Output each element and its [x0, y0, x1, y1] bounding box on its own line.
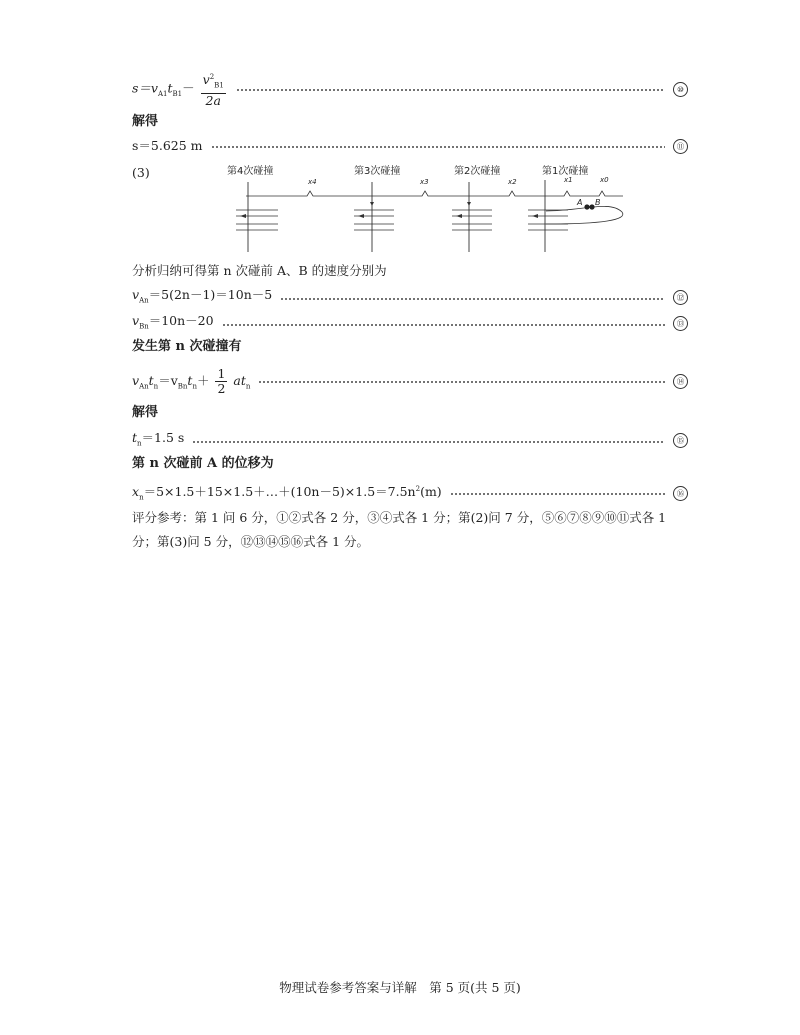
- collision-label-2: 第2次碰撞: [454, 166, 501, 177]
- s-formula: $s=v_{A1}t_{B1}-$ $\frac{v^2_{B1}}{2a}$: [132, 70, 228, 108]
- vAn-line: [132, 287, 688, 309]
- xn-expr: $x_n=5\times 1.5+15\times 1.5+\dots+(10n-5)\times 1.5=7.5n^2(m)$: [132, 484, 442, 502]
- fraction: $\frac{v^2_{B1}}{2a}$: [201, 70, 226, 108]
- fraction: $\frac{1}{2}$: [217, 365, 226, 396]
- analysis-text: 分析归纳可得第 n 次碰前 A、B 的速度分别为: [132, 263, 387, 278]
- leader-dots: [450, 493, 665, 495]
- collision-text: 发生第 n 次碰撞有: [132, 339, 242, 354]
- vBn-line: [132, 313, 688, 335]
- collision-diagram: [132, 160, 688, 260]
- solve-label-2: 解得: [132, 405, 159, 420]
- s-value: s＝5.625 m: [132, 138, 203, 153]
- part3-label: (3): [132, 165, 150, 180]
- xn-line: [132, 481, 688, 506]
- collision-label-1: 第1次碰撞: [542, 166, 589, 177]
- equation-marker: ⑯: [673, 486, 688, 501]
- solve-label: 解得: [132, 114, 159, 129]
- page-footer: 物理试卷参考答案与详解 第 5 页(共 5 页): [279, 980, 521, 995]
- collision-label-4: 第4次碰撞: [227, 166, 274, 177]
- leader-dots: [211, 146, 665, 148]
- x4-label: x4: [308, 178, 317, 186]
- eq14-line: [132, 364, 688, 398]
- tn-expr: $t_n=1.5$ s: [132, 430, 185, 448]
- vAn-expr: $v_{An}=5(2n-1)=10n-5$: [132, 287, 273, 305]
- equation-marker: ⑩: [673, 82, 688, 97]
- x3-label: x3: [420, 178, 429, 186]
- leader-dots: [222, 324, 665, 326]
- leader-dots: [236, 89, 665, 91]
- collision-label-3: 第3次碰撞: [354, 166, 401, 177]
- equation-marker: ⑭: [673, 374, 688, 389]
- s-formula-line: [132, 72, 688, 106]
- loop-path: [546, 206, 623, 224]
- equation-marker: ⑪: [673, 139, 688, 154]
- block-b-label: B: [595, 198, 601, 207]
- equation-marker: ⑬: [673, 316, 688, 331]
- equation-marker: ⑮: [673, 433, 688, 448]
- x2-label: x2: [508, 178, 517, 186]
- leader-dots: [192, 441, 665, 443]
- scoring-reference: 评分参考：第 1 问 6 分，①②式各 2 分，③④式各 1 分；第(2)问 7 分，⑤⑥⑦⑧⑨⑩⑪式各 1 分；第(3)问 5 分，⑫⑬⑭⑮⑯式各 1 分。: [132, 510, 667, 549]
- x0-label: x0: [600, 176, 609, 184]
- block-a: [584, 204, 589, 209]
- equation-marker: ⑫: [673, 290, 688, 305]
- s-value-line: [132, 138, 688, 154]
- leader-dots: [280, 298, 665, 300]
- block-b: [589, 204, 594, 209]
- eq14-expr: $v_{An}t_n=v_{Bn}t_n+$ $\frac{1}{2}$ $at_n$: [132, 365, 251, 396]
- block-a-label: A: [577, 198, 583, 207]
- x1-label: x1: [564, 176, 573, 184]
- track-line: [246, 191, 623, 196]
- leader-dots: [258, 381, 665, 383]
- displacement-text: 第 n 次碰前 A 的位移为: [132, 456, 274, 471]
- tn-line: [132, 430, 688, 452]
- vBn-expr: $v_{Bn}=10n-20$: [132, 313, 214, 331]
